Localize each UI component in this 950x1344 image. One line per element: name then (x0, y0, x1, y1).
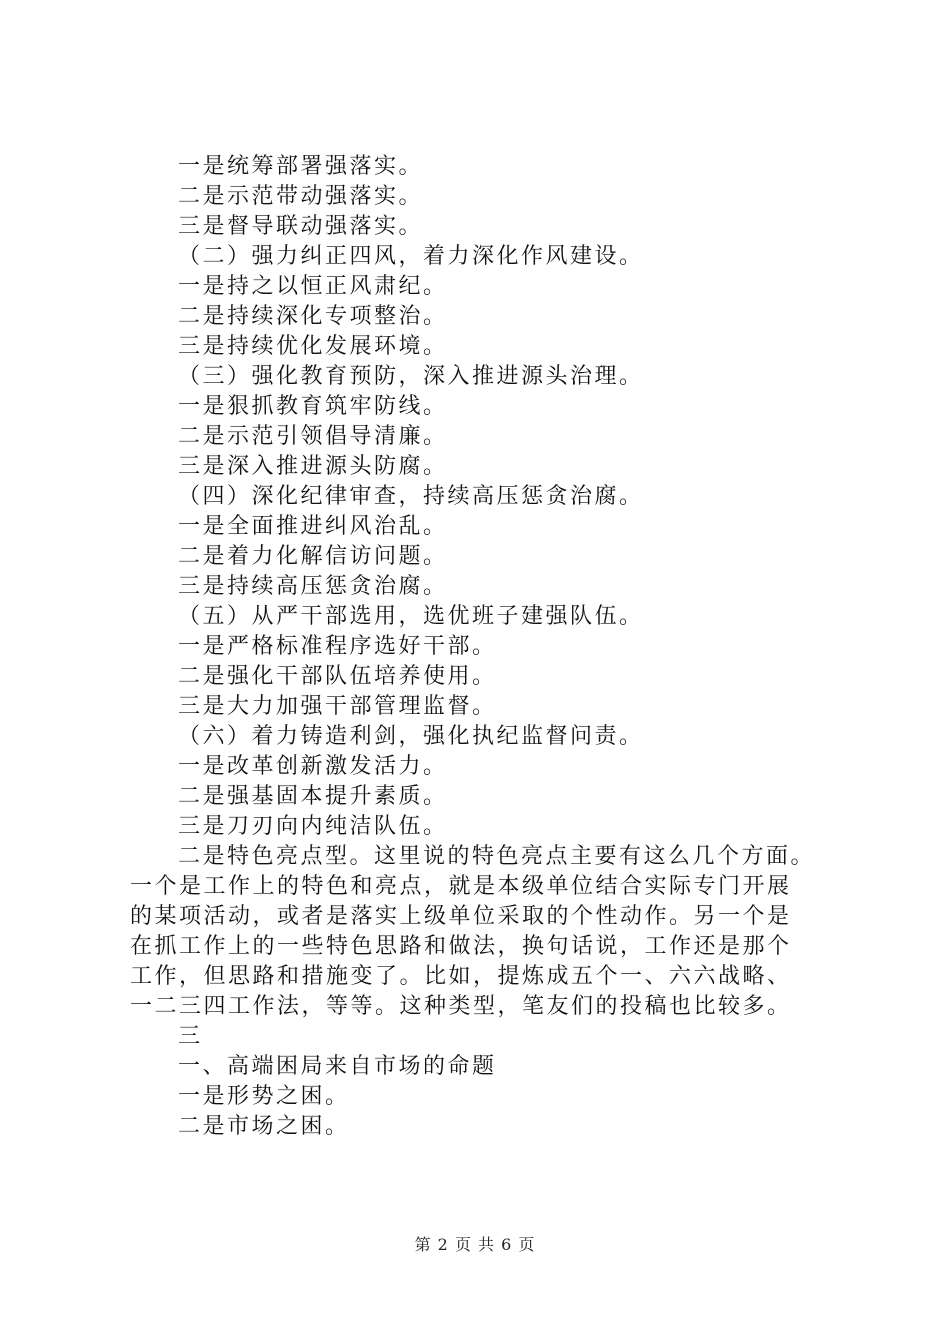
list-line: 一是形势之困。 (178, 1084, 350, 1109)
list-line: 二是强化干部队伍培养使用。 (178, 664, 497, 689)
list-line: 一是全面推进纠风治乱。 (178, 514, 448, 539)
list-line: 二是示范引领倡导清廉。 (178, 424, 448, 449)
section-heading: （四）深化纪律审查，持续高压惩贪治腐。 (178, 484, 644, 509)
paragraph-line: 在抓工作上的一些特色思路和做法，换句话说，工作还是那个 (130, 934, 792, 959)
list-line: 二是示范带动强落实。 (178, 184, 424, 209)
list-line: 三是大力加强干部管理监督。 (178, 694, 497, 719)
list-line: 三是持续优化发展环境。 (178, 334, 448, 359)
paragraph-line: 二是特色亮点型。这里说的特色亮点主要有这么几个方面。 (178, 844, 816, 869)
paragraph-line: 一二三四工作法，等等。这种类型，笔友们的投稿也比较多。 (130, 994, 792, 1019)
section-heading: 一、高端困局来自市场的命题 (178, 1054, 497, 1079)
section-heading: （二）强力纠正四风，着力深化作风建设。 (178, 244, 644, 269)
document-body (130, 152, 835, 1142)
list-line: 一是改革创新激发活力。 (178, 754, 448, 779)
list-line: 三是督导联动强落实。 (178, 214, 424, 239)
paragraph-line: 工作，但思路和措施变了。比如，提炼成五个一、六六战略、 (130, 964, 792, 989)
list-line: 二是着力化解信访问题。 (178, 544, 448, 569)
list-line: 三是深入推进源头防腐。 (178, 454, 448, 479)
list-line: 一是持之以恒正风肃纪。 (178, 274, 448, 299)
page-number-footer: 第 2 页 共 6 页 (414, 1235, 536, 1254)
section-heading: （六）着力铸造利剑，强化执纪监督问责。 (178, 724, 644, 749)
section-heading: （五）从严干部选用，选优班子建强队伍。 (178, 604, 644, 629)
list-line: 二是市场之困。 (178, 1114, 350, 1139)
list-line: 二是强基固本提升素质。 (178, 784, 448, 809)
list-line: 二是持续深化专项整治。 (178, 304, 448, 329)
list-line: 三是刀刃向内纯洁队伍。 (178, 814, 448, 839)
paragraph-line: 一个是工作上的特色和亮点，就是本级单位结合实际专门开展 (130, 874, 792, 899)
list-line: 三是持续高压惩贪治腐。 (178, 574, 448, 599)
list-line: 一是狠抓教育筑牢防线。 (178, 394, 448, 419)
section-number: 三 (178, 1024, 203, 1049)
section-heading: （三）强化教育预防，深入推进源头治理。 (178, 364, 644, 389)
list-line: 一是统筹部署强落实。 (178, 154, 424, 179)
paragraph-line: 的某项活动，或者是落实上级单位采取的个性动作。另一个是 (130, 904, 792, 929)
list-line: 一是严格标准程序选好干部。 (178, 634, 497, 659)
